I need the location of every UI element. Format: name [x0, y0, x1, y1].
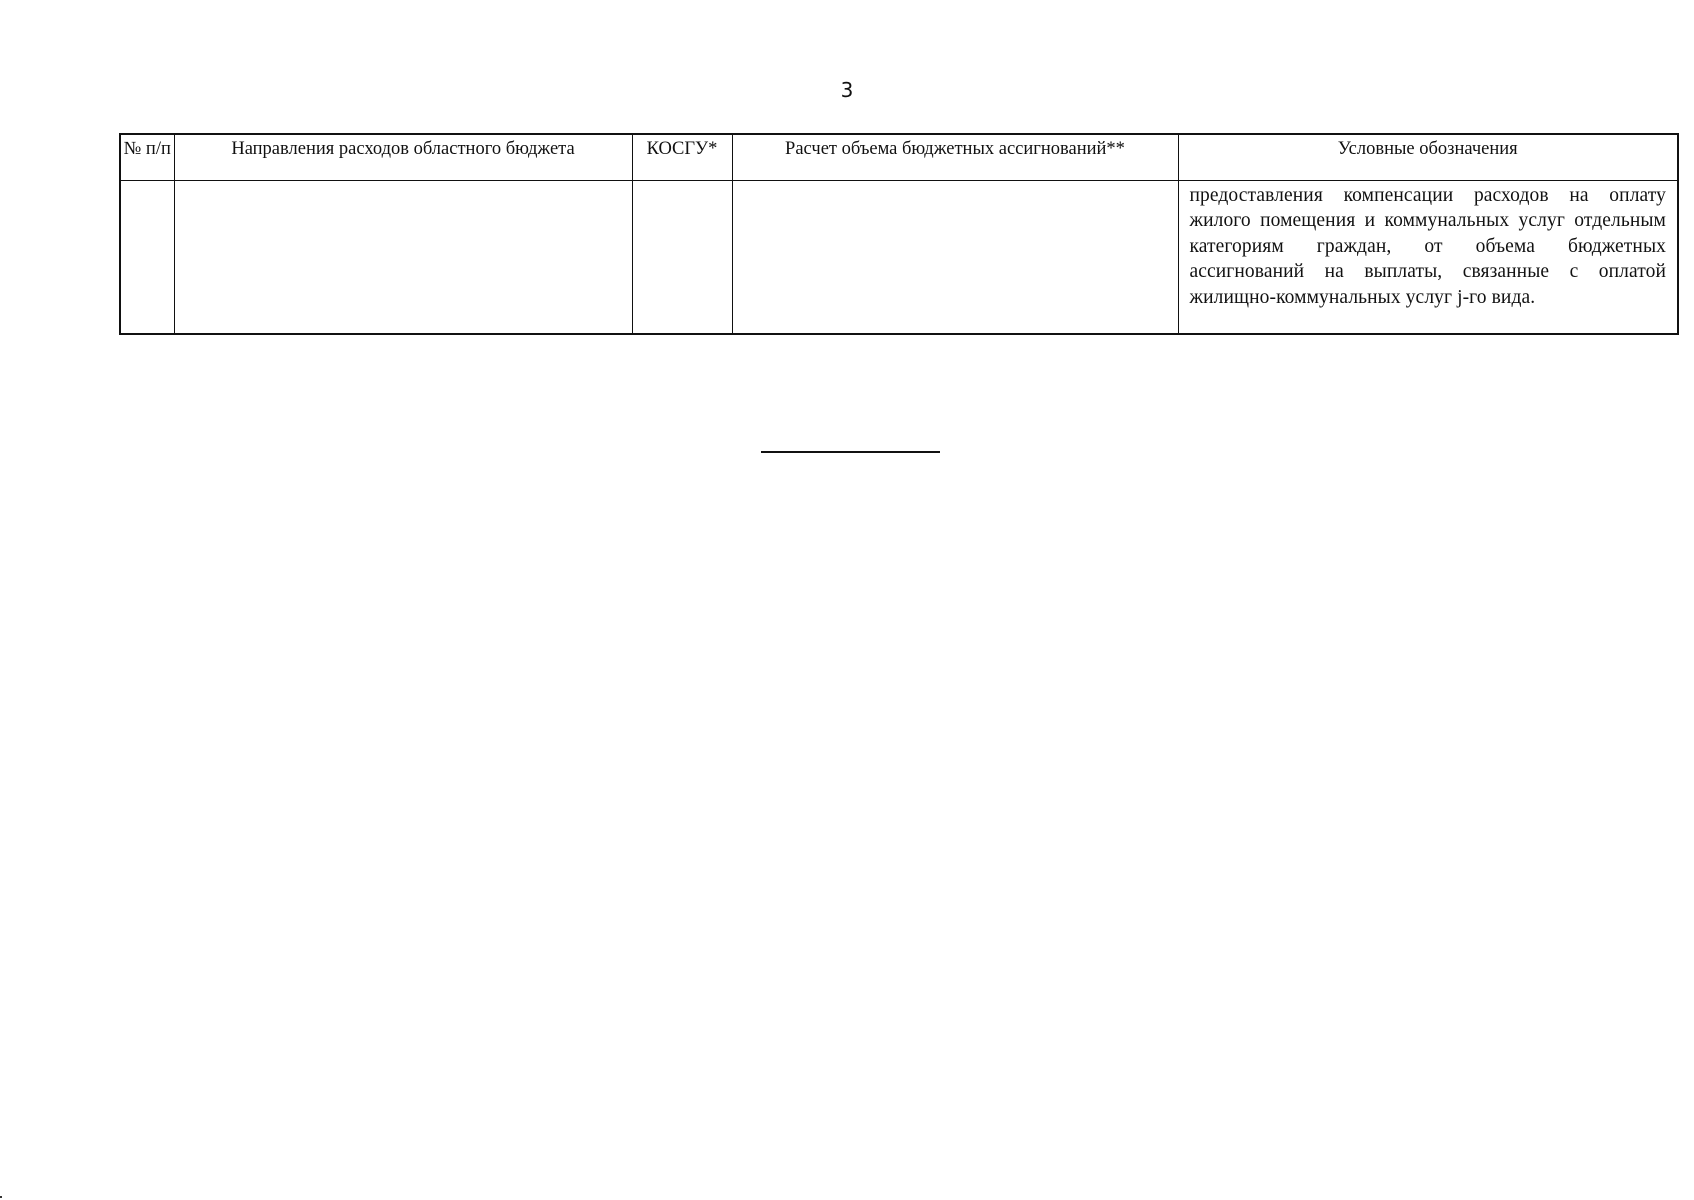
- table-row: [120, 180, 1678, 334]
- cell-number: [120, 180, 174, 334]
- page-number: 3: [840, 78, 854, 102]
- header-number: № п/п: [120, 134, 174, 180]
- header-calculation: Расчет объема бюджетных ассигнований**: [732, 134, 1178, 180]
- cell-kosgu: [632, 180, 732, 334]
- header-notation: Условные обозначения: [1178, 134, 1678, 180]
- table-header-row: [120, 134, 1678, 180]
- cell-notation: предоставления компенсации расходов на оплату жилого помещения и коммунальных услуг отдельным категориям граждан, от объема бюджетных ассигнований на выплаты, связанные с оплатой жилищно-коммунальных услуг j-го вида.: [1178, 180, 1678, 334]
- cell-directions: [174, 180, 632, 334]
- scan-dot: [0, 1196, 2, 1198]
- header-kosgu: КОСГУ*: [632, 134, 732, 180]
- header-directions: Направления расходов областного бюджета: [174, 134, 632, 180]
- cell-calculation: [732, 180, 1178, 334]
- budget-table: [119, 133, 1679, 335]
- closing-rule: [761, 451, 940, 453]
